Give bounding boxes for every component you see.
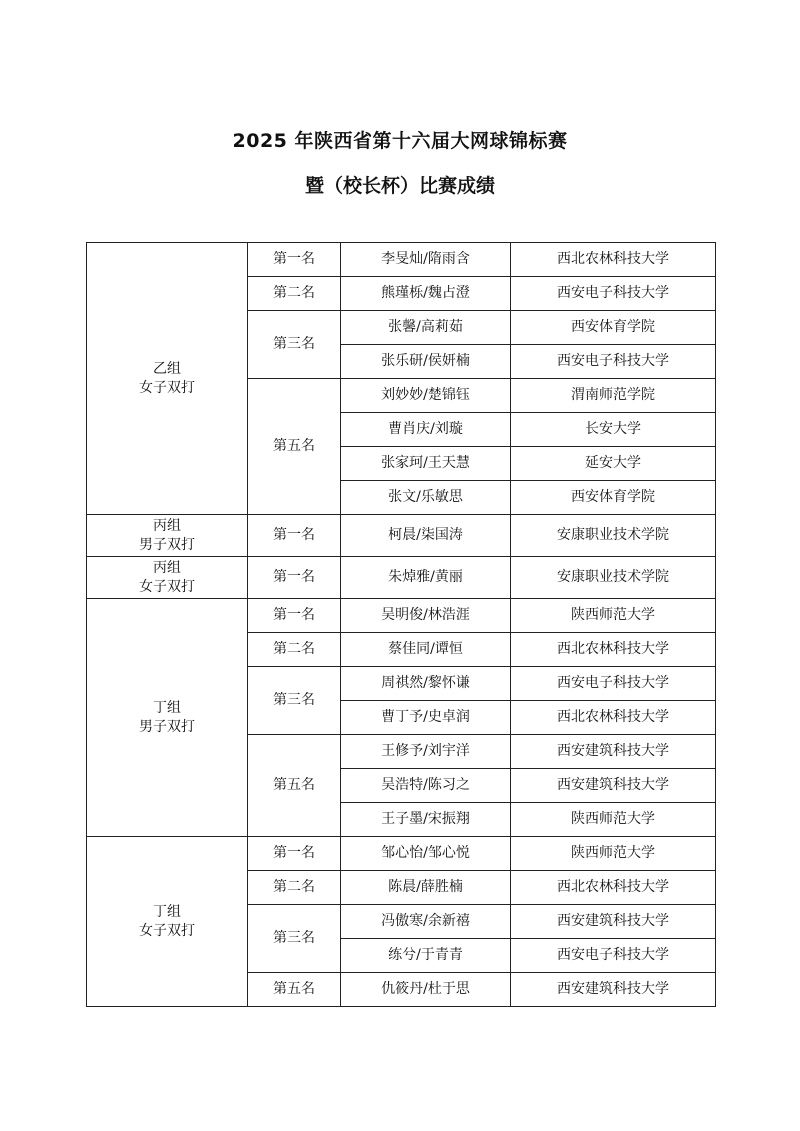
players-cell: 陈晨/薛胜楠 [341, 871, 511, 905]
players-cell: 张乐研/侯妍楠 [341, 345, 511, 379]
school-cell: 西北农林科技大学 [511, 243, 716, 277]
group-cell [87, 599, 248, 837]
school-cell: 陕西师范大学 [511, 803, 716, 837]
school-cell: 西安电子科技大学 [511, 345, 716, 379]
group-name: 丁组 [153, 903, 181, 920]
school-cell: 长安大学 [511, 413, 716, 447]
school-cell: 西安电子科技大学 [511, 939, 716, 973]
rank-cell: 第二名 [248, 871, 341, 905]
table-row [87, 243, 716, 277]
school-cell: 西安建筑科技大学 [511, 973, 716, 1007]
rank-cell: 第五名 [248, 379, 341, 515]
school-cell: 西安建筑科技大学 [511, 735, 716, 769]
players-cell: 朱焯雅/黄丽 [341, 557, 511, 599]
rank-cell: 第一名 [248, 557, 341, 599]
document-subtitle: 暨（校长杯）比赛成绩 [304, 175, 495, 197]
group-cell [87, 243, 248, 515]
school-cell: 西北农林科技大学 [511, 871, 716, 905]
players-cell: 练兮/于青青 [341, 939, 511, 973]
players-cell: 张馨/高莉茹 [341, 311, 511, 345]
school-cell: 安康职业技术学院 [511, 515, 716, 557]
rank-cell: 第一名 [248, 515, 341, 557]
rank-cell: 第二名 [248, 633, 341, 667]
school-cell: 延安大学 [511, 447, 716, 481]
school-cell: 西北农林科技大学 [511, 633, 716, 667]
players-cell: 王修予/刘宇洋 [341, 735, 511, 769]
school-cell: 西安电子科技大学 [511, 667, 716, 701]
document-title: 2025 年陕西省第十六届大网球锦标赛 [232, 130, 568, 152]
event-name: 女子双打 [139, 922, 195, 939]
school-cell: 西安建筑科技大学 [511, 769, 716, 803]
school-cell: 安康职业技术学院 [511, 557, 716, 599]
group-name: 乙组 [153, 360, 181, 377]
table-row [87, 515, 716, 557]
players-cell: 吴明俊/林浩涯 [341, 599, 511, 633]
players-cell: 柯晨/柒国涛 [341, 515, 511, 557]
players-cell: 仇筱丹/杜于思 [341, 973, 511, 1007]
rank-cell: 第二名 [248, 277, 341, 311]
players-cell: 曹肖庆/刘璇 [341, 413, 511, 447]
school-cell: 渭南师范学院 [511, 379, 716, 413]
players-cell: 周祺然/黎怀谦 [341, 667, 511, 701]
players-cell: 蔡佳同/谭恒 [341, 633, 511, 667]
group-name: 丙组 [153, 517, 181, 534]
school-cell: 西安体育学院 [511, 311, 716, 345]
players-cell: 邹心怡/邹心悦 [341, 837, 511, 871]
school-cell: 陕西师范大学 [511, 837, 716, 871]
rank-cell: 第一名 [248, 837, 341, 871]
event-name: 男子双打 [139, 718, 195, 735]
group-cell [87, 515, 248, 557]
school-cell: 西北农林科技大学 [511, 701, 716, 735]
school-cell: 西安体育学院 [511, 481, 716, 515]
school-cell: 西安建筑科技大学 [511, 905, 716, 939]
table-row [87, 599, 716, 633]
rank-cell: 第三名 [248, 667, 341, 735]
table-row [87, 557, 716, 599]
group-cell [87, 837, 248, 1007]
rank-cell: 第三名 [248, 311, 341, 379]
table-row [87, 837, 716, 871]
group-cell [87, 557, 248, 599]
players-cell: 李旻灿/隋雨含 [341, 243, 511, 277]
event-name: 女子双打 [139, 379, 195, 396]
players-cell: 吴浩特/陈习之 [341, 769, 511, 803]
rank-cell: 第三名 [248, 905, 341, 973]
results-table [86, 242, 716, 1007]
players-cell: 王子墨/宋振翔 [341, 803, 511, 837]
group-name: 丙组 [153, 559, 181, 576]
players-cell: 刘妙妙/楚锦钰 [341, 379, 511, 413]
event-name: 女子双打 [139, 578, 195, 595]
school-cell: 西安电子科技大学 [511, 277, 716, 311]
rank-cell: 第一名 [248, 243, 341, 277]
players-cell: 冯傲寒/余新禧 [341, 905, 511, 939]
players-cell: 张文/乐敏思 [341, 481, 511, 515]
rank-cell: 第五名 [248, 973, 341, 1007]
event-name: 男子双打 [139, 536, 195, 553]
school-cell: 陕西师范大学 [511, 599, 716, 633]
players-cell: 曹丁予/史卓润 [341, 701, 511, 735]
rank-cell: 第一名 [248, 599, 341, 633]
rank-cell: 第五名 [248, 735, 341, 837]
group-name: 丁组 [153, 699, 181, 716]
results-table-body [87, 243, 716, 1007]
players-cell: 张家珂/王天慧 [341, 447, 511, 481]
players-cell: 熊瑾栎/魏占澄 [341, 277, 511, 311]
